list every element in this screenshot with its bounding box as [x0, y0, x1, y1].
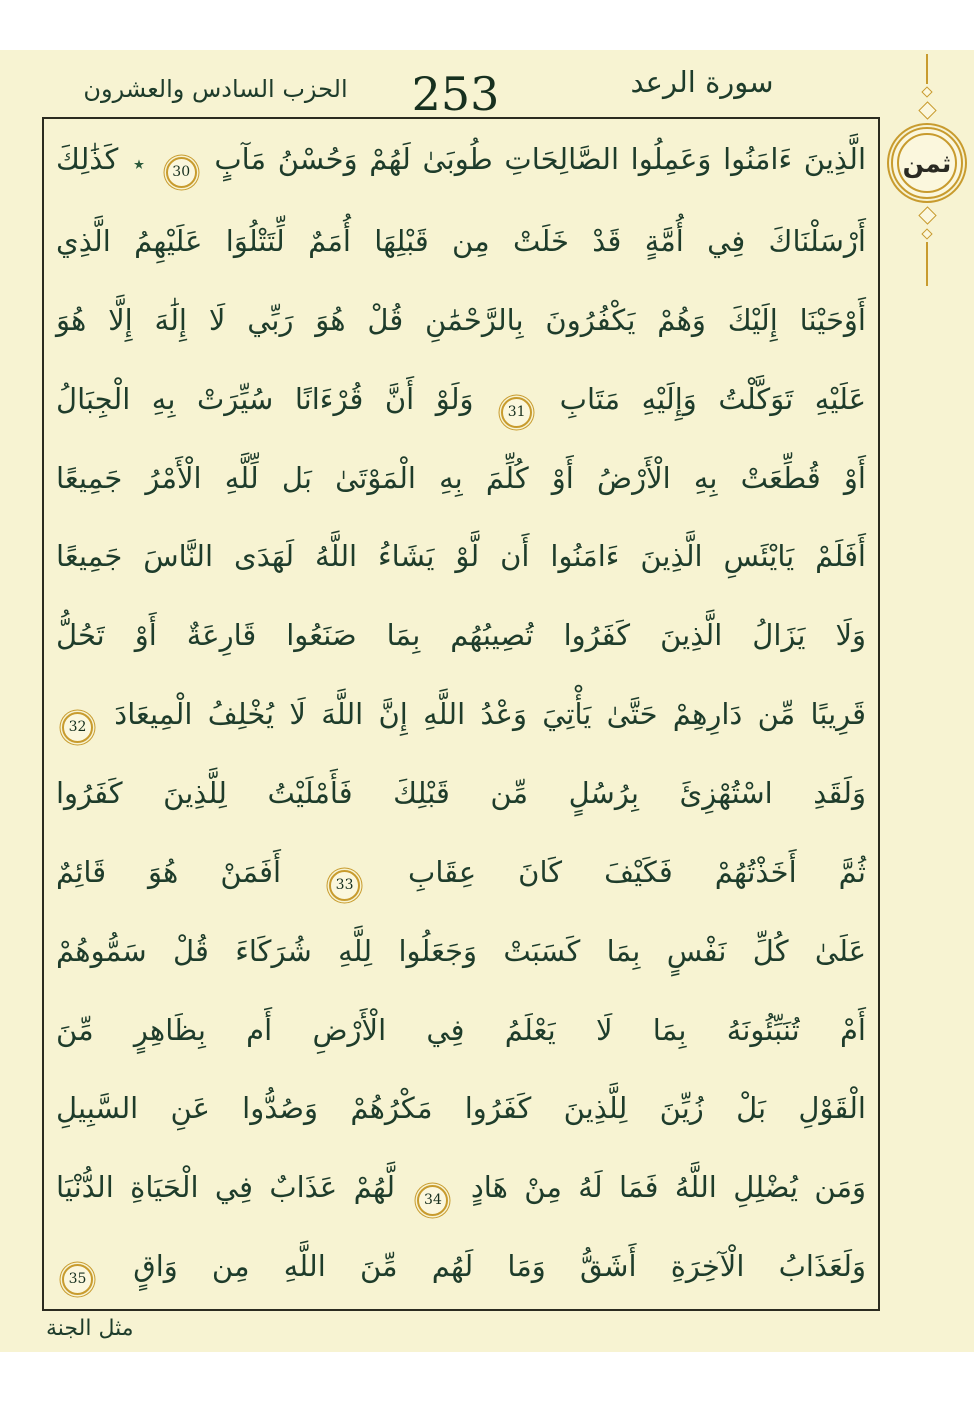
ayah-text: وَلَقَدِ اسْتُهْزِئَ بِرُسُلٍ مِّن قَبْلِكَ فَأَمْلَيْتُ لِلَّذِينَ كَفَرُوا: [56, 776, 866, 811]
ayah-text: عَلَىٰ كُلِّ نَفْسٍ بِمَا كَسَبَتْ وَجَعَلُوا لِلَّهِ شُرَكَاءَ قُلْ سَمُّوهُمْ: [56, 933, 866, 968]
ayah-text: كَذَٰلِكَ: [56, 142, 119, 176]
thumn-label: ثمن: [902, 148, 952, 178]
quran-line: [56, 913, 866, 992]
thumn-medallion: [891, 127, 963, 199]
ornament-stem-icon: [926, 242, 928, 286]
ayah-number-badge: 34: [417, 1185, 448, 1216]
quran-line: [56, 1149, 866, 1228]
ayah-text: لَّهُمْ عَذَابٌ فِي الْحَيَاةِ الدُّنْيَا: [56, 1170, 396, 1205]
diamond-ornament-icon: [918, 101, 936, 119]
ayah-text: وَمَن يُضْلِلِ اللَّهُ فَمَا لَهُ مِنْ هَادٍ: [470, 1170, 866, 1205]
quran-line: [56, 282, 866, 361]
ayah-text: عَلَيْهِ تَوَكَّلْتُ وَإِلَيْهِ مَتَابِ: [559, 381, 867, 416]
ayah-text: وَلَعَذَابُ الْآخِرَةِ أَشَقُّ وَمَا لَهُم مِّنَ اللَّهِ مِن وَاقٍ: [133, 1249, 866, 1284]
quran-line: [56, 440, 866, 519]
quran-line: [56, 1228, 866, 1307]
ayah-text: وَلَا يَزَالُ الَّذِينَ كَفَرُوا تُصِيبُهُم بِمَا صَنَعُوا قَارِعَةٌ أَوْ تَحُلُّ: [56, 618, 866, 653]
quran-line: [56, 676, 866, 755]
quran-line: [56, 1070, 866, 1149]
ayah-number-badge: 30: [166, 157, 197, 188]
catchword: مثل الجنة: [46, 1316, 134, 1341]
thumn-medallion-inner: [897, 133, 957, 193]
quran-line: [56, 992, 866, 1071]
ayah-text: الَّذِينَ ءَامَنُوا وَعَمِلُوا الصَّالِحَاتِ طُوبَىٰ لَهُمْ وَحُسْنُ مَآبٍ: [214, 142, 867, 176]
ayah-number-badge: 35: [62, 1264, 93, 1295]
quran-line: [56, 121, 866, 203]
ayah-text: أَفَلَمْ يَايْئَسِ الَّذِينَ ءَامَنُوا أَن لَّوْ يَشَاءُ اللَّهُ لَهَدَى النَّاسَ جَمِيعًا: [56, 539, 866, 574]
ayah-text: أَوْ قُطِّعَتْ بِهِ الْأَرْضُ أَوْ كُلِّمَ بِهِ الْمَوْتَىٰ بَل لِّلَّهِ الْأَمْرُ جَمِيعًا: [56, 460, 866, 495]
margin-ornament: [882, 54, 972, 366]
diamond-ornament-icon: [921, 228, 932, 239]
ayah-text: وَلَوْ أَنَّ قُرْءَانًا سُيِّرَتْ بِهِ الْجِبَالُ: [56, 381, 474, 416]
surah-title: سورة الرعد: [630, 65, 774, 99]
quran-line: [56, 361, 866, 440]
ayah-text: أَمْ تُنَبِّئُونَهُ بِمَا لَا يَعْلَمُ فِي الْأَرْضِ أَم بِظَاهِرٍ مِّنَ: [56, 1012, 866, 1047]
ayah-number-badge: 31: [501, 397, 532, 428]
ayah-text: الْقَوْلِ بَلْ زُيِّنَ لِلَّذِينَ كَفَرُوا مَكْرُهُمْ وَصُدُّوا عَنِ السَّبِيلِ: [56, 1091, 866, 1126]
quran-line: [56, 834, 866, 913]
quran-line: [56, 755, 866, 834]
rub-el-hizb-star-icon: ٭: [133, 152, 145, 177]
quran-line: [56, 203, 866, 282]
ayah-number-badge: 32: [62, 712, 93, 743]
ayah-text: قَرِيبًا مِّن دَارِهِمْ حَتَّىٰ يَأْتِيَ وَعْدُ اللَّهِ إِنَّ اللَّهَ لَا يُخْلِفُ الْمِيعَادَ: [114, 697, 867, 732]
ayah-text: أَوْحَيْنَا إِلَيْكَ وَهُمْ يَكْفُرُونَ بِالرَّحْمَٰنِ قُلْ هُوَ رَبِّي لَا إِلَٰهَ إِلَّا هُوَ: [56, 302, 866, 337]
ayah-text: ثُمَّ أَخَذْتُهُمْ فَكَيْفَ كَانَ عِقَابِ: [408, 854, 866, 889]
ayah-text: أَفَمَنْ هُوَ قَائِمٌ: [56, 854, 282, 889]
ayah-number-badge: 33: [329, 870, 360, 901]
diamond-ornament-icon: [918, 206, 936, 224]
ayah-text: أَرْسَلْنَاكَ فِي أُمَّةٍ قَدْ خَلَتْ مِن قَبْلِهَا أُمَمٌ لِّتَتْلُوَا عَلَيْهِمُ الَّذِي: [56, 224, 866, 258]
page-number: 253: [411, 67, 500, 121]
ornament-stem-icon: [926, 54, 928, 84]
quran-line: [56, 518, 866, 597]
hizb-label: الحزب السادس والعشرون: [83, 75, 348, 103]
quran-line: [56, 597, 866, 676]
diamond-ornament-icon: [921, 86, 932, 97]
quran-text-frame: [42, 117, 880, 1311]
